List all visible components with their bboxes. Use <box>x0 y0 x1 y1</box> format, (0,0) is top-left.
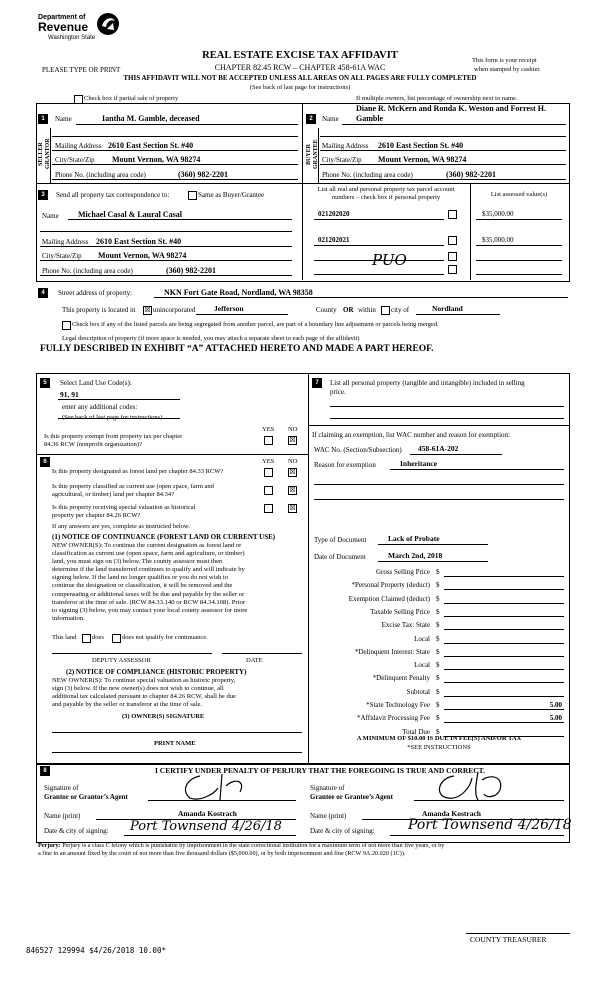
forest-q2-yes-checkbox[interactable] <box>264 486 273 495</box>
exempt-yes-checkbox[interactable] <box>264 436 273 445</box>
or-label: OR <box>343 306 354 314</box>
corr-phone[interactable]: (360) 982-2201 <box>166 266 216 275</box>
land-use-yes: YES <box>262 426 275 433</box>
tax-calc-row <box>312 608 566 620</box>
doc-type-label: Type of Document <box>314 536 367 544</box>
section-4-number: 4 <box>38 288 48 298</box>
buyer-city-label: City/State/Zip <box>322 156 362 164</box>
notice1-line: continue the designation or classification, it will be removed and the <box>52 582 233 590</box>
deputy-assessor-label: DEPUTY ASSESSOR <box>92 657 151 664</box>
minimum-note: A MINIMUM OF $10.00 IS DUE IN FEE(S) AND/OR TAX <box>356 735 522 742</box>
buyer-side-label: BUYER GRANTEE <box>306 139 319 169</box>
forest-q1: Is this property designated as forest land per chapter 84.33 RCW? <box>52 468 224 475</box>
notice1-line: transferor at the time of sale. (RCW 84.33.140 or RCW 84.34.108). Prior <box>52 598 245 606</box>
grantor-date-city[interactable]: Port Townsend 4/26/18 <box>130 819 282 834</box>
segregated-note: Check box if any of the listed parcels are being segregated from another parcel, are part of a boundary line adjustment or parcels being merged. <box>72 321 439 328</box>
receipt-note-1: This form is your receipt <box>472 57 537 64</box>
notice1-line: determine if the land transferred continues to qualify and will indicate by <box>52 566 245 574</box>
notice1-line: NEW OWNER(S): To continue the current designation as forest land or <box>52 542 242 549</box>
corr-name[interactable]: Michael Casal & Laural Casal <box>78 210 182 219</box>
buyer-phone-label: Phone No. (including area code) <box>322 171 413 179</box>
property-county[interactable]: Jefferson <box>214 304 244 313</box>
perjury-text-1: Perjury is a class C felony which is punishable by imprisonment in the state correctional institution for a maximum term of not more than five years, or by <box>62 842 445 849</box>
notice1-line: classification as current use (open space, farm and agriculture, or timber) <box>52 550 245 558</box>
city-of-label: city of <box>391 306 410 314</box>
tax-calc-dollar: $ <box>436 687 440 696</box>
forest-q1-no-checkbox[interactable]: ☒ <box>289 468 296 476</box>
section-3-number: 3 <box>38 190 48 200</box>
notice1-line: compensating or additional taxes will be due and payable by the seller or <box>52 590 245 598</box>
tax-calc-dollar: $ <box>436 568 440 576</box>
grantee-date-city[interactable]: Port Townsend 4/26/18 <box>408 817 572 833</box>
grantee-date-label: Date & city of signing: <box>310 827 375 835</box>
land-use-code[interactable]: 91, 91 <box>60 390 79 399</box>
exempt-question-2: 84.36 RCW (nonprofit organization)? <box>44 441 142 448</box>
notice1-line: to signing (3) below, you may contact your local county assessor for more <box>52 606 248 614</box>
corr-city[interactable]: Mount Vernon, WA 98274 <box>98 251 187 260</box>
grantee-sig-label-2: Grantee or Grantee’s Agent <box>310 793 394 801</box>
tax-calc-row <box>312 595 566 607</box>
exempt-question-1: Is this property exempt from property tax per chapter <box>44 433 183 440</box>
tax-calc-row <box>312 714 566 726</box>
instructions-note: (See back of last page for instructions) <box>249 84 351 91</box>
dor-logo <box>38 12 128 52</box>
grantor-sig-label-2: Grantor or Grantor’s Agent <box>44 793 128 801</box>
tax-calc-value[interactable]: 5.00 <box>549 701 562 709</box>
tax-calc-label: Local <box>414 634 430 643</box>
grantor-signature-icon <box>170 770 260 804</box>
notice2-line: additional tax calculated pursuant to chapter 84.26 RCW, shall be due <box>52 693 236 701</box>
logo-line1: Department of <box>38 14 86 21</box>
tax-calc-label: Excise Tax: State <box>381 621 430 630</box>
notice1-line: information. <box>52 614 85 622</box>
seller-phone[interactable]: (360) 982-2201 <box>178 170 228 179</box>
notice1-title: (1) NOTICE OF CONTINUANCE (FOREST LAND OR CURRENT USE) <box>52 533 276 541</box>
corr-address-label: Mailing Address <box>42 238 89 246</box>
buyer-address-label: Mailing Address <box>322 142 369 150</box>
tax-calc-dollar: $ <box>436 674 440 683</box>
forest-yes: YES <box>262 458 275 465</box>
form-subtitle: CHAPTER 82.45 RCW – CHAPTER 458-61A WAC <box>214 63 386 72</box>
tax-calc-label: *Delinquent Penalty <box>372 674 430 683</box>
corr-city-label: City/State/Zip <box>42 252 82 260</box>
within-label: within <box>358 306 376 314</box>
tax-calc-label: Total Due <box>402 727 430 736</box>
print-name-label: PRINT NAME <box>154 740 196 747</box>
tax-calc-label: Exemption Claimed (deduct) <box>348 594 430 603</box>
tax-calc-label: Gross Selling Price <box>375 568 430 576</box>
land-use-label: Select Land Use Code(s): <box>60 379 132 387</box>
tax-calc-dollar: $ <box>436 621 440 630</box>
notice1-line: signing below. If the land no longer qualifies or you do not wish to <box>52 574 229 582</box>
owner-signature-label: (3) OWNER(S) SIGNATURE <box>122 713 205 720</box>
please-type: PLEASE TYPE OR PRINT <box>42 66 121 74</box>
parcel-header-1: List all real and personal property tax parcel account <box>317 186 455 193</box>
seller-name-label: Name <box>55 115 72 123</box>
perjury-notice <box>38 842 570 858</box>
tax-calc-label: *Affidavit Processing Fee <box>357 714 430 723</box>
form-warning: THIS AFFIDAVIT WILL NOT BE ACCEPTED UNLESS ALL AREAS ON ALL PAGES ARE FULLY COMPLETED <box>123 74 477 82</box>
form-title: REAL ESTATE EXCISE TAX AFFIDAVIT <box>202 50 398 61</box>
seller-city-label: City/State/Zip <box>55 156 95 164</box>
legal-label: Legal description of property (if more space is needed, you may attach a separate sheet to each page of the affidavit) <box>62 335 360 342</box>
tax-calc-row <box>312 621 566 633</box>
partial-sale-label: Check box if partial sale of property <box>84 95 179 102</box>
buyer-phone[interactable]: (360) 982-2201 <box>446 170 496 179</box>
corr-name-label: Name <box>42 212 59 220</box>
located-label: This property is located in <box>62 306 136 314</box>
tax-calc-label: *State Technology Fee <box>366 701 430 709</box>
buyer-address[interactable]: 2610 East Section St. #40 <box>378 141 464 150</box>
land-does-not-label: does not qualify for continuance. <box>122 634 208 641</box>
personal-property-label-2: price. <box>330 388 346 396</box>
additional-codes-label: enter any additional codes: <box>62 403 138 411</box>
dor-logo-mark-icon <box>96 12 120 36</box>
seller-address-label: Mailing Address <box>55 142 102 150</box>
cashier-stamp: 846527 129994 $4/26/2018 10.00* <box>26 946 166 955</box>
tax-calc-row <box>312 648 566 660</box>
parcel-4-personal-checkbox[interactable] <box>448 265 457 274</box>
corr-address[interactable]: 2610 East Section St. #40 <box>96 237 182 246</box>
parcel-value-1[interactable]: $35,000.00 <box>482 210 514 218</box>
exemption-claim-label: If claiming an exemption, list WAC number and reason for exemption: <box>312 431 510 439</box>
parcel-number-1[interactable]: 021202020 <box>318 210 350 218</box>
tax-calc-label: Subtotal <box>406 687 430 696</box>
receipt-note-2: when stamped by cashier. <box>474 66 541 73</box>
unincorporated-label: unincorporated <box>153 306 196 314</box>
forest-q3-2: property per chapter 84.26 RCW? <box>52 512 141 519</box>
forest-q2-1: Is this property classified as current use (open space, farm and <box>52 483 214 490</box>
buyer-name-line2[interactable]: Gamble <box>356 114 384 123</box>
tax-calc-dollar: $ <box>436 594 440 603</box>
exempt-no-checkbox[interactable]: ☒ <box>289 436 296 444</box>
segregated-checkbox[interactable] <box>62 321 71 330</box>
grantor-name-label: Name (print) <box>44 812 81 820</box>
seller-city[interactable]: Mount Vernon, WA 98274 <box>112 155 201 164</box>
perjury-text-2: a fine in an amount fixed by the court of not more than five thousand dollars ($5,000.00), or by both imprisonment and fine (RCW 9A.20.020 (1C)). <box>38 850 406 857</box>
legal-description[interactable]: FULLY DESCRIBED IN EXHIBIT “A” ATTACHED HERETO AND MADE A PART HEREOF. <box>40 344 434 354</box>
see-instructions: *SEE INSTRUCTIONS <box>407 744 471 751</box>
tax-calc-dollar: $ <box>436 727 440 736</box>
tax-calc-label: Taxable Selling Price <box>370 607 430 616</box>
land-does-not-checkbox[interactable] <box>112 634 121 643</box>
deputy-date-label: DATE <box>246 657 263 664</box>
forest-q2-2: agricultural, or timber) land per chapter 84.34? <box>52 491 175 498</box>
notice2-line: and payable by the seller or transferor at the time of sale. <box>52 701 203 709</box>
tax-calc-dollar: $ <box>436 647 440 656</box>
corr-phone-label: Phone No. (including area code) <box>42 267 133 275</box>
forest-q3-1: Is this property receiving special valuation as historical <box>52 504 196 511</box>
forest-q1-yes-checkbox[interactable] <box>264 468 273 477</box>
section-6-number: 6 <box>40 457 50 467</box>
section-7-number: 7 <box>312 378 322 388</box>
notice2-body <box>52 677 304 709</box>
tax-calc-label: Local <box>414 661 430 670</box>
grantee-signature-icon <box>420 768 530 804</box>
grantee-sig-label-1: Signature of <box>310 784 345 792</box>
land-use-no: NO <box>288 426 298 433</box>
seller-name[interactable]: Iantha M. Gamble, deceased <box>102 114 200 123</box>
assessed-header: List assessed value(s) <box>490 191 548 198</box>
parcel-1-personal-checkbox[interactable] <box>448 210 457 219</box>
land-does-label: does <box>92 634 104 641</box>
grantor-date-label: Date & city of signing: <box>44 827 109 835</box>
county-label: County <box>316 306 337 314</box>
tax-calc-dollar: $ <box>436 607 440 616</box>
county-treasurer-label: COUNTY TREASURER <box>470 935 547 944</box>
tax-calc-row <box>312 581 566 593</box>
exemption-reason[interactable]: Inheritance <box>400 459 438 468</box>
wac-label: WAC No. (Section/Subsection) <box>314 446 402 454</box>
if-any-yes: If any answers are yes, complete as instructed below. <box>52 523 190 530</box>
parcel-number-3[interactable]: PUO <box>372 251 407 269</box>
buyer-city[interactable]: Mount Vernon, WA 98274 <box>378 155 467 164</box>
property-street[interactable]: NKN Fort Gate Road, Nordland, WA 98358 <box>164 288 313 297</box>
tax-calc-value[interactable]: 5.00 <box>549 714 562 723</box>
forest-q3-no-checkbox[interactable]: ☒ <box>289 504 296 512</box>
doc-date-label: Date of Document <box>314 553 366 561</box>
notice1-body <box>52 542 304 623</box>
notice1-line: land, you must sign on (3) below. The county assessor must then <box>52 558 223 566</box>
forest-no: NO <box>288 458 298 465</box>
tax-calc-label: *Personal Property (deduct) <box>351 581 430 590</box>
parcel-3-personal-checkbox[interactable] <box>448 252 457 261</box>
seller-phone-label: Phone No. (including area code) <box>55 171 146 179</box>
tax-calc-row <box>312 674 566 686</box>
parcel-2-personal-checkbox[interactable] <box>448 236 457 245</box>
this-land-label: This land <box>52 634 77 641</box>
tax-calc-dollar: $ <box>436 714 440 723</box>
land-use-see-back: (See back of last page for instructions) <box>62 414 163 421</box>
tax-calc-row <box>312 568 566 580</box>
section-5-number: 5 <box>40 378 50 388</box>
tax-calc-dollar: $ <box>436 634 440 643</box>
property-city[interactable]: Nordland <box>432 304 463 313</box>
section-1-number: 1 <box>38 114 48 124</box>
same-as-buyer-checkbox[interactable] <box>188 191 197 200</box>
doc-type[interactable]: Lack of Probate <box>388 534 440 543</box>
notice2-line: NEW OWNER(S): To continue special valuation as historic property, <box>52 677 236 684</box>
send-corr-label: Send all property tax correspondence to: <box>56 191 170 199</box>
grantee-name[interactable]: Amanda Kostrach <box>422 809 481 818</box>
doc-date[interactable]: March 2nd, 2018 <box>388 551 443 560</box>
personal-property-label-1: List all personal property (tangible and intangible) included in selling <box>330 379 525 387</box>
tax-calc-label: *Delinquent Interest: State <box>354 647 430 656</box>
forest-q2-no-checkbox[interactable]: ☒ <box>289 486 296 494</box>
land-does-checkbox[interactable] <box>82 634 91 643</box>
logo-line3: Washington State <box>48 35 96 41</box>
certify-statement: I CERTIFY UNDER PENALTY OF PERJURY THAT THE FOREGOING IS TRUE AND CORRECT. <box>154 766 485 775</box>
perjury-label: Perjury: <box>38 842 61 849</box>
section-2-number: 2 <box>306 114 316 124</box>
forest-q3-yes-checkbox[interactable] <box>264 504 273 513</box>
seller-side-label: SELLER GRANTOR <box>38 138 51 170</box>
logo-line2: Revenue <box>38 20 89 34</box>
parcel-number-2[interactable]: 021202021 <box>318 236 350 244</box>
within-city-checkbox[interactable] <box>381 306 390 315</box>
buyer-name-label: Name <box>322 115 339 123</box>
section-8-number: 8 <box>40 766 50 776</box>
seller-address[interactable]: 2610 East Section St. #40 <box>108 141 194 150</box>
grantor-name[interactable]: Amanda Kostrach <box>178 809 237 818</box>
tax-calc-dollar: $ <box>436 581 440 590</box>
tax-calc-row <box>312 688 566 700</box>
tax-calc-row <box>312 661 566 673</box>
tax-calc-row <box>312 701 566 713</box>
notice2-title: (2) NOTICE OF COMPLIANCE (HISTORIC PROPERTY) <box>66 668 247 676</box>
tax-calc-dollar: $ <box>436 661 440 670</box>
multiple-owners-note: If multiple owners, list percentage of ownership next to name. <box>356 95 518 102</box>
same-as-buyer-label: Same as Buyer/Grantee <box>198 191 265 199</box>
street-label: Street address of property: <box>58 289 133 297</box>
buyer-name-line1[interactable]: Diane R. McKern and Ronda K. Weston and Forrest H. <box>356 104 546 113</box>
reason-label: Reason for exemption <box>314 461 376 469</box>
notice2-line: sign (3) below. If the new owner(s) does not wish to continue, all <box>52 685 224 693</box>
grantor-sig-label-1: Signature of <box>44 784 79 792</box>
wac-number[interactable]: 458-61A-202 <box>418 444 459 453</box>
parcel-header-2: numbers – check box if personal property <box>331 194 441 201</box>
tax-calc-row <box>312 635 566 647</box>
parcel-value-2[interactable]: $35,000.00 <box>482 236 514 244</box>
grantee-name-label: Name (print) <box>310 812 347 820</box>
unincorporated-checkbox[interactable]: ☒ <box>144 306 151 314</box>
tax-calc-dollar: $ <box>436 701 440 709</box>
